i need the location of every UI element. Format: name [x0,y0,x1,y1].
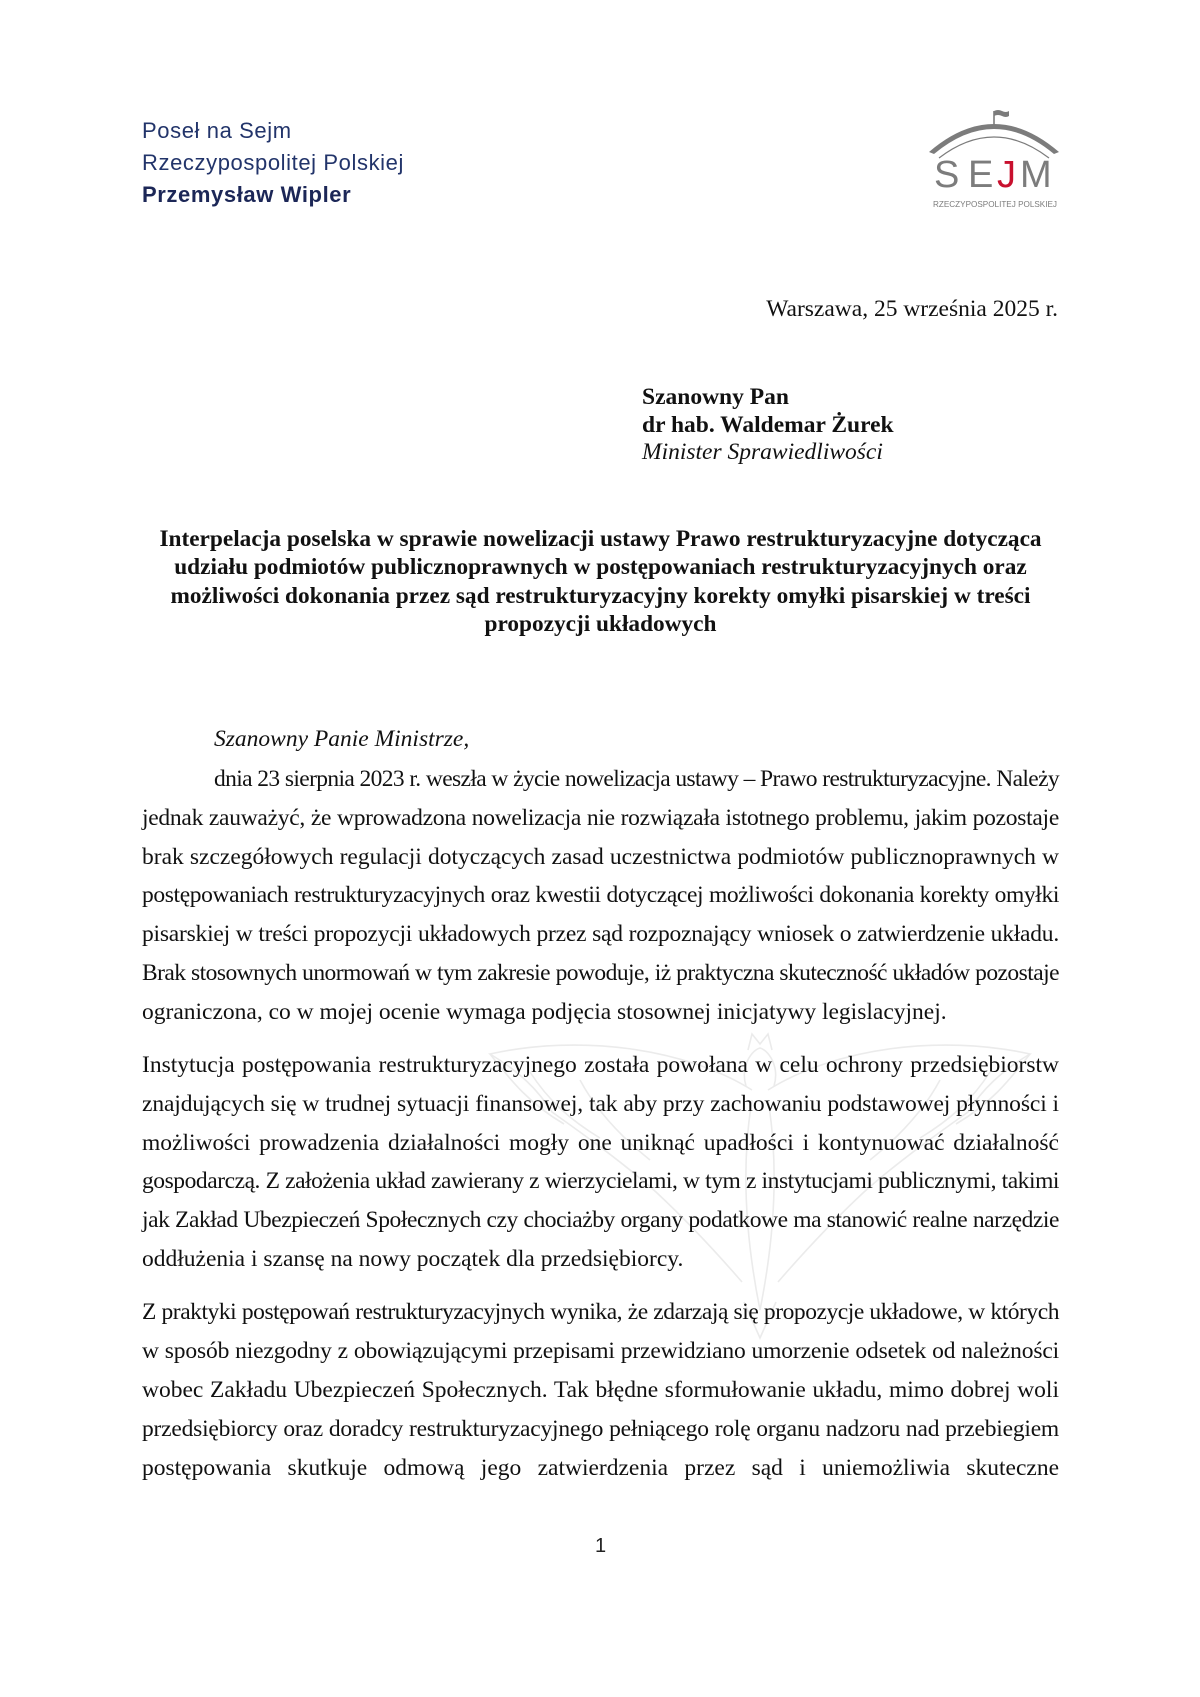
body-line [142,1371,1059,1410]
body-line-text: możliwości prowadzenia działalności mogły one uniknąć upadłości i kontynuować działalność [142,1129,1059,1156]
subject-line-text: Interpelacja poselska w sprawie nowelizacji ustawy Prawo restrukturyzacyjne dotycząca [159,526,1042,552]
body-line [142,1124,1059,1163]
body-line [142,915,1059,954]
body-line-text: w sposób niezgodny z obowiązującymi przepisami przewidziano umorzenie odsetek od należności [142,1338,1059,1365]
body-line [142,1410,1059,1449]
logo-subtitle: RZECZYPOSPOLITEJ POLSKIEJ [933,200,1057,209]
body-line [214,760,1059,799]
logo-letter-m: M [1020,154,1052,196]
sender-name: Przemysław Wipler [142,182,352,207]
flag-icon [994,110,1009,125]
recipient-name: dr hab. Waldemar Żurek [642,411,894,438]
body-line-text: postępowaniach restrukturyzacyjnych oraz kwestii dotyczącej możliwości dokonania korekty omyłki [142,882,1059,909]
logo-letter-e: E [968,154,994,196]
body-line-text: jednak zauważyć, że wprowadzona nowelizacja nie rozwiązała istotnego problemu, jakim pozostaje [142,804,1059,831]
subject-heading [142,525,1059,639]
subject-line-text: możliwości dokonania przez sąd restrukturyzacyjny korekty omyłki pisarskiej w treści [170,582,1031,609]
sender-office-line-1: Poseł na Sejm [142,118,292,143]
page-number: 1 [594,1535,607,1557]
subject-line-text: propozycji układowych [484,611,717,638]
body-line [142,1201,1059,1240]
subject-line [142,525,1059,553]
body-line [142,876,1059,915]
body-line [142,1449,1059,1488]
body-line [142,993,1059,1032]
body-line-text: Instytucja postępowania restrukturyzacyjnego została powołana w celu ochrony przedsiębiorstw [142,1052,1059,1079]
logo-letter-s: S [934,154,960,196]
body-line-text: pisarskiej w treści propozycji układowych przez sąd rozpoznający wniosek o zatwierdzenie układu. [142,921,1059,948]
subject-line-text: udziału podmiotów publicznoprawnych w postępowaniach restrukturyzacyjnych oraz [174,554,1027,581]
subject-line [142,582,1059,610]
body-line-text: oddłużenia i szansę na nowy początek dla przedsiębiorcy. [142,1246,684,1273]
subject-line [142,610,1059,638]
body-line-text: jak Zakład Ubezpieczeń Społecznych czy chociażby organy podatkowe ma stanowić realne narzędzie [142,1207,1059,1234]
body-line-text: Z praktyki postępowań restrukturyzacyjnych wynika, że zdarzają się propozycje układowe, w których [142,1299,1059,1326]
body-line-text: brak szczegółowych regulacji dotyczących zasad uczestnictwa podmiotów publicznoprawnych w [142,843,1059,870]
sejm-dome-icon [929,124,1059,158]
subject-line [142,553,1059,581]
sejm-logo [926,108,1062,216]
body-line-text: ograniczona, co w mojej ocenie wymaga podjęcia stosownej inicjatywy legislacyjnej. [142,998,947,1025]
body-line [142,1293,1059,1332]
body-line [142,954,1059,993]
paragraph-2 [142,1046,1059,1279]
recipient-salutation: Szanowny Pan [642,384,789,410]
letter-body [142,760,1059,1502]
greeting: Szanowny Panie Ministrze, [214,726,470,752]
paragraph-3 [142,1293,1059,1487]
body-line-text: postępowania skutkuje odmową jego zatwierdzenia przez sąd i uniemożliwia skuteczne [142,1454,1059,1481]
body-line [142,1085,1059,1124]
recipient-title: Minister Sprawiedliwości [642,439,883,465]
paragraph-1 [142,760,1059,1032]
letter-date: Warszawa, 25 września 2025 r. [766,296,1058,322]
body-line-text: wobec Zakładu Ubezpieczeń Społecznych. Tak błędne sformułowanie układu, mimo dobrej woli [142,1376,1059,1403]
body-line [142,1240,1059,1279]
body-line [142,838,1059,877]
body-line-text: Brak stosownych unormowań w tym zakresie powoduje, iż praktyczna skuteczność układów pozostaje [142,959,1059,986]
body-line [142,799,1059,838]
sender-block [142,115,404,211]
body-line [142,1046,1059,1085]
body-line-text: dnia 23 sierpnia 2023 r. weszła w życie nowelizacja ustawy – Prawo restrukturyzacyjne. Należy [214,766,1059,792]
recipient-block [642,384,894,467]
body-line [142,1332,1059,1371]
body-line-text: znajdujących się w trudnej sytuacji finansowej, tak aby przy zachowaniu podstawowej płynności i [142,1090,1059,1117]
body-line [142,1162,1059,1201]
body-line-text: przedsiębiorcy oraz doradcy restrukturyzacyjnego pełniącego rolę organu nadzoru nad przebiegiem [142,1415,1059,1442]
logo-letter-j: J [997,154,1016,196]
sender-office-line-2: Rzeczypospolitej Polskiej [142,150,404,175]
body-line-text: gospodarczą. Z założenia układ zawierany z wierzycielami, w tym z instytucjami publicznymi, takimi [142,1168,1059,1195]
